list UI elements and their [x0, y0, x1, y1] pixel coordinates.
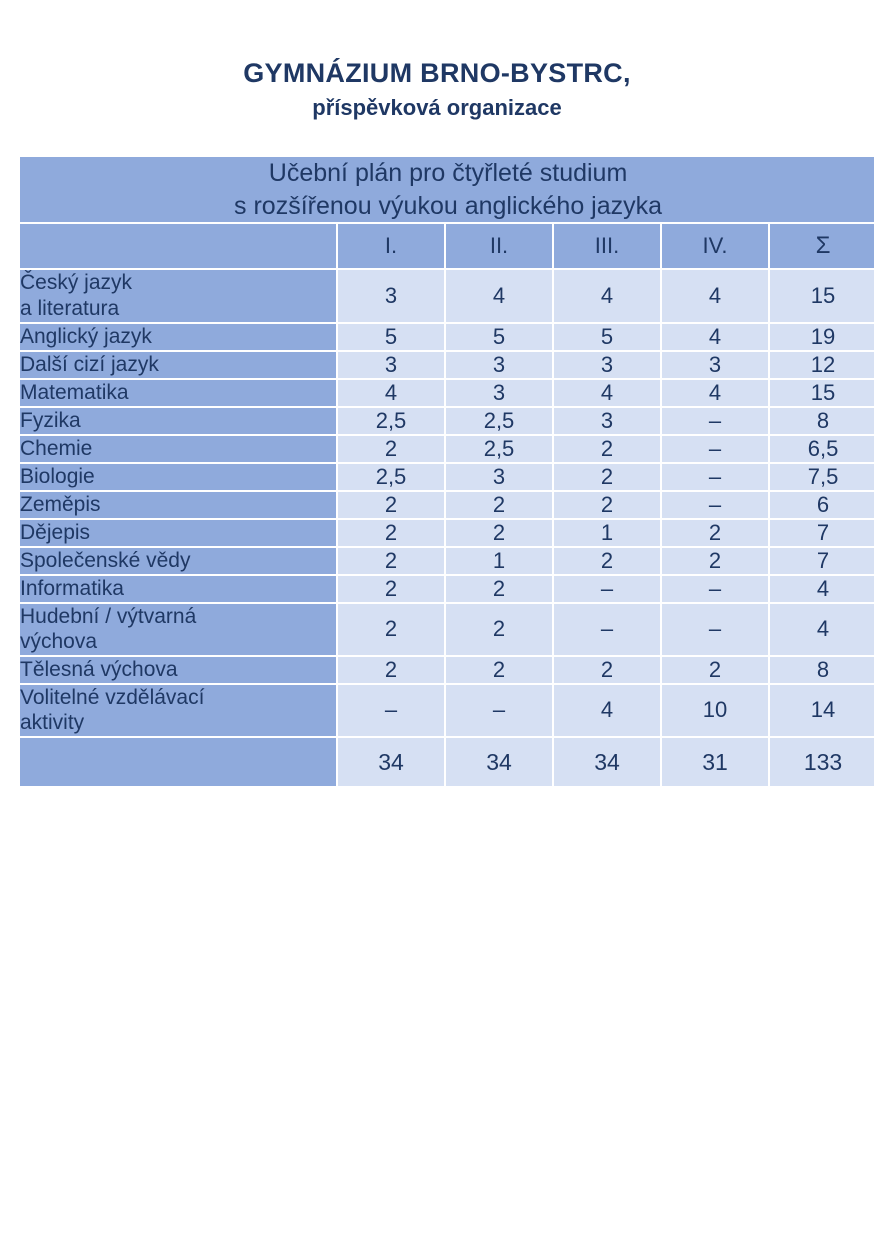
table-row — [20, 464, 874, 490]
value-cell-year-4: 10 — [662, 685, 768, 736]
subject-line-1: Dějepis — [20, 520, 91, 544]
value-cell-year-1: 2 — [338, 576, 444, 602]
totals-year-2: 34 — [446, 738, 552, 786]
table-row — [20, 492, 874, 518]
value-cell-year-4: 4 — [662, 380, 768, 406]
value-cell-year-4: 2 — [662, 657, 768, 683]
value-cell-year-2: 2 — [446, 576, 552, 602]
value-cell-year-4: – — [662, 576, 768, 602]
subject-line-1: Matematika — [20, 380, 129, 404]
value-cell-year-3: 2 — [554, 464, 660, 490]
subject-line-1: Volitelné vzdělávací — [20, 685, 205, 709]
value-cell-year-1: 2 — [338, 548, 444, 574]
value-cell-year-3: – — [554, 604, 660, 655]
subject-cell — [20, 324, 336, 350]
value-cell-year-1: 2 — [338, 657, 444, 683]
value-cell-year-2: 4 — [446, 270, 552, 321]
value-cell-sum: 4 — [770, 604, 874, 655]
value-cell-sum: 7,5 — [770, 464, 874, 490]
table-row — [20, 380, 874, 406]
table-title-row — [20, 157, 874, 222]
value-cell-year-1: 5 — [338, 324, 444, 350]
subject-line-1: Anglický jazyk — [20, 324, 152, 348]
value-cell-sum: 6 — [770, 492, 874, 518]
value-cell-sum: 15 — [770, 380, 874, 406]
value-cell-year-4: 4 — [662, 324, 768, 350]
value-cell-year-3: 3 — [554, 408, 660, 434]
value-cell-year-1: 2 — [338, 436, 444, 462]
subject-line-1: Zeměpis — [20, 492, 101, 516]
table-row — [20, 436, 874, 462]
totals-sum: 133 — [770, 738, 874, 786]
value-cell-year-1: 2 — [338, 604, 444, 655]
value-cell-year-1: 2,5 — [338, 408, 444, 434]
value-cell-year-4: 2 — [662, 548, 768, 574]
value-cell-year-2: 3 — [446, 352, 552, 378]
value-cell-year-1: 4 — [338, 380, 444, 406]
subject-line-1: Chemie — [20, 436, 93, 460]
value-cell-year-3: 2 — [554, 548, 660, 574]
value-cell-sum: 8 — [770, 657, 874, 683]
value-cell-year-2: – — [446, 685, 552, 736]
value-cell-year-3: 5 — [554, 324, 660, 350]
subject-cell — [20, 352, 336, 378]
subject-line-1: Informatika — [20, 576, 124, 600]
value-cell-year-1: 3 — [338, 270, 444, 321]
value-cell-year-4: – — [662, 464, 768, 490]
table-row — [20, 657, 874, 683]
value-cell-year-4: – — [662, 604, 768, 655]
subject-cell — [20, 464, 336, 490]
value-cell-year-2: 2,5 — [446, 408, 552, 434]
column-header-subject — [20, 224, 336, 268]
table-title-line-2: s rozšířenou výukou anglického jazyka — [234, 191, 663, 220]
subject-cell — [20, 492, 336, 518]
value-cell-year-3: 4 — [554, 380, 660, 406]
value-cell-sum: 19 — [770, 324, 874, 350]
subject-cell — [20, 270, 336, 321]
value-cell-year-1: 3 — [338, 352, 444, 378]
value-cell-year-3: 4 — [554, 685, 660, 736]
totals-label — [20, 738, 336, 786]
subject-cell — [20, 408, 336, 434]
value-cell-sum: 14 — [770, 685, 874, 736]
table-title-line-1: Učební plán pro čtyřleté studium — [268, 159, 628, 188]
subject-line-2: výchova — [20, 630, 98, 654]
totals-year-4: 31 — [662, 738, 768, 786]
value-cell-year-4: – — [662, 492, 768, 518]
column-header-year-1: I. — [338, 224, 444, 268]
value-cell-year-3: – — [554, 576, 660, 602]
value-cell-year-2: 2 — [446, 520, 552, 546]
column-header-year-2: II. — [446, 224, 552, 268]
value-cell-sum: 8 — [770, 408, 874, 434]
table-title — [20, 157, 874, 222]
value-cell-year-1: 2,5 — [338, 464, 444, 490]
subject-line-1: Fyzika — [20, 408, 81, 432]
table-row — [20, 685, 874, 736]
subject-cell — [20, 520, 336, 546]
subject-line-2: a literatura — [20, 296, 120, 320]
subject-cell — [20, 548, 336, 574]
table-row — [20, 520, 874, 546]
value-cell-year-4: 4 — [662, 270, 768, 321]
school-name-line-2: příspěvková organizace — [312, 95, 562, 121]
subject-cell — [20, 380, 336, 406]
value-cell-year-4: – — [662, 436, 768, 462]
value-cell-sum: 12 — [770, 352, 874, 378]
value-cell-year-3: 2 — [554, 492, 660, 518]
value-cell-sum: 7 — [770, 548, 874, 574]
value-cell-year-4: 3 — [662, 352, 768, 378]
column-header-year-3: III. — [554, 224, 660, 268]
school-name-line-1: GYMNÁZIUM BRNO-BYSTRC, — [243, 58, 631, 88]
subject-cell — [20, 576, 336, 602]
value-cell-year-3: 4 — [554, 270, 660, 321]
subject-line-1: Společenské vědy — [20, 548, 191, 572]
column-header-year-4: IV. — [662, 224, 768, 268]
subject-line-1: Biologie — [20, 464, 95, 488]
subject-line-1: Hudební / výtvarná — [20, 604, 197, 628]
subject-cell — [20, 436, 336, 462]
value-cell-year-2: 2 — [446, 492, 552, 518]
value-cell-year-1: 2 — [338, 520, 444, 546]
table-row — [20, 576, 874, 602]
value-cell-year-2: 3 — [446, 464, 552, 490]
value-cell-year-4: – — [662, 408, 768, 434]
table-header-row — [20, 224, 874, 268]
value-cell-year-3: 2 — [554, 657, 660, 683]
value-cell-year-1: – — [338, 685, 444, 736]
value-cell-year-2: 3 — [446, 380, 552, 406]
table-row — [20, 408, 874, 434]
subject-line-2: aktivity — [20, 711, 85, 735]
value-cell-year-2: 2 — [446, 604, 552, 655]
totals-year-1: 34 — [338, 738, 444, 786]
table-row — [20, 548, 874, 574]
curriculum-table-wrapper — [18, 155, 856, 788]
value-cell-year-3: 3 — [554, 352, 660, 378]
value-cell-year-3: 2 — [554, 436, 660, 462]
value-cell-year-4: 2 — [662, 520, 768, 546]
value-cell-year-3: 1 — [554, 520, 660, 546]
subject-cell — [20, 657, 336, 683]
value-cell-year-2: 1 — [446, 548, 552, 574]
subject-line-1: Další cizí jazyk — [20, 352, 159, 376]
value-cell-year-2: 2 — [446, 657, 552, 683]
value-cell-sum: 4 — [770, 576, 874, 602]
subject-line-1: Český jazyk — [20, 271, 133, 295]
table-row — [20, 324, 874, 350]
value-cell-sum: 7 — [770, 520, 874, 546]
subject-cell — [20, 604, 336, 655]
table-row — [20, 604, 874, 655]
table-totals-row — [20, 738, 874, 786]
value-cell-year-2: 2,5 — [446, 436, 552, 462]
subject-line-1: Tělesná výchova — [20, 657, 178, 681]
table-row — [20, 352, 874, 378]
value-cell-year-2: 5 — [446, 324, 552, 350]
curriculum-table — [18, 155, 874, 788]
subject-cell — [20, 685, 336, 736]
value-cell-sum: 15 — [770, 270, 874, 321]
totals-year-3: 34 — [554, 738, 660, 786]
school-header — [0, 0, 874, 120]
value-cell-sum: 6,5 — [770, 436, 874, 462]
table-row — [20, 270, 874, 321]
value-cell-year-1: 2 — [338, 492, 444, 518]
column-header-sum: Σ — [770, 224, 874, 268]
